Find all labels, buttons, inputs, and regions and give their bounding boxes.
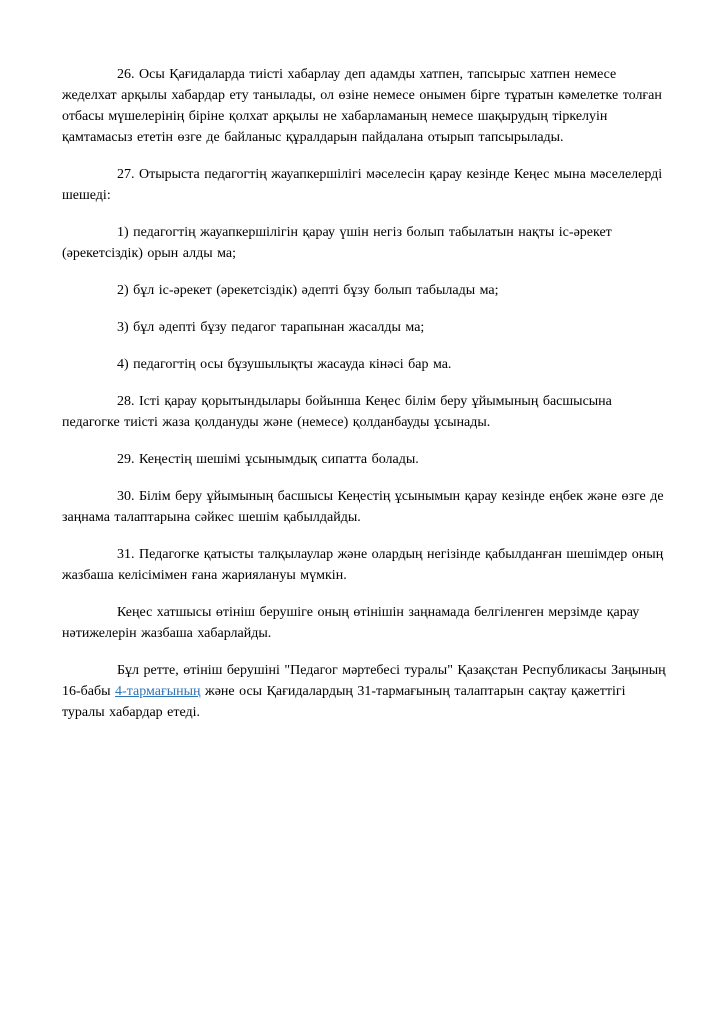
final-paragraph-text-before: Бұл ретте, өтініш берушіні "Педагог мәртебесі туралы" Қазақстан Республикасы Заңының 16-бабы	[62, 663, 666, 699]
paragraph-29: 29. Кеңестің шешімі ұсынымдық сипатта болады.	[117, 452, 419, 467]
list-item-4: 4) педагогтің осы бұзушылықты жасауда кінәсі бар ма.	[117, 357, 452, 372]
paragraph-final	[62, 660, 666, 723]
paragraph-31: 31. Педагогке қатысты талқылаулар және олардың негізінде қабылданған шешімдер оның жазбаша келісімімен ғана жариялануы мүмкін.	[62, 547, 664, 583]
document-body	[62, 64, 666, 723]
final-paragraph-text-after: және осы Қағидалардың 31-тармағының талаптарын сақтау қажеттігі туралы хабардар етеді.	[62, 684, 626, 720]
list-item-2: 2) бұл іс-әрекет (әрекетсіздік) әдепті бұзу болып табылады ма;	[117, 283, 499, 298]
list-item-1: 1) педагогтің жауапкершілігін қарау үшін негіз болып табылатын нақты іс-әрекет (әрекетсіздік) орын алды ма;	[62, 225, 612, 261]
paragraph-26: 26. Осы Қағидаларда тиісті хабарлау деп адамды хатпен, тапсырыс хатпен немесе жеделхат арқылы хабардар ету танылады, ол өзіне немесе онымен бірге тұратын кәмелетке толған отбасы мүшелерінің біріне қолхат арқылы не хабарламаның немесе шақырудың тіркелуін қамтамасыз ететін өзге де байланыс құралдарын пайдалана отырып тапсырылады.	[62, 67, 662, 145]
paragraph-30: 30. Білім беру ұйымының басшысы Кеңестің ұсынымын қарау кезінде еңбек және өзге де заңнама талаптарына сәйкес шешім қабылдайды.	[62, 489, 664, 525]
paragraph-28: 28. Істі қарау қорытындылары бойынша Кеңес білім беру ұйымының басшысына педагогке тиісті жаза қолдануды және (немесе) қолданбауды ұсынады.	[62, 394, 612, 430]
paragraph-27: 27. Отырыста педагогтің жауапкершілігі мәселесін қарау кезінде Кеңес мына мәселелерді шешеді:	[62, 167, 663, 203]
paragraph-secretary-notice: Кеңес хатшысы өтініш берушіге оның өтінішін заңнамада белгіленген мерзімде қарау нәтижелерін жазбаша хабарлайды.	[62, 605, 640, 641]
list-item-3: 3) бұл әдепті бұзу педагог тарапынан жасалды ма;	[117, 320, 425, 335]
law-article-4-link[interactable]: 4-тармағының	[115, 684, 201, 699]
